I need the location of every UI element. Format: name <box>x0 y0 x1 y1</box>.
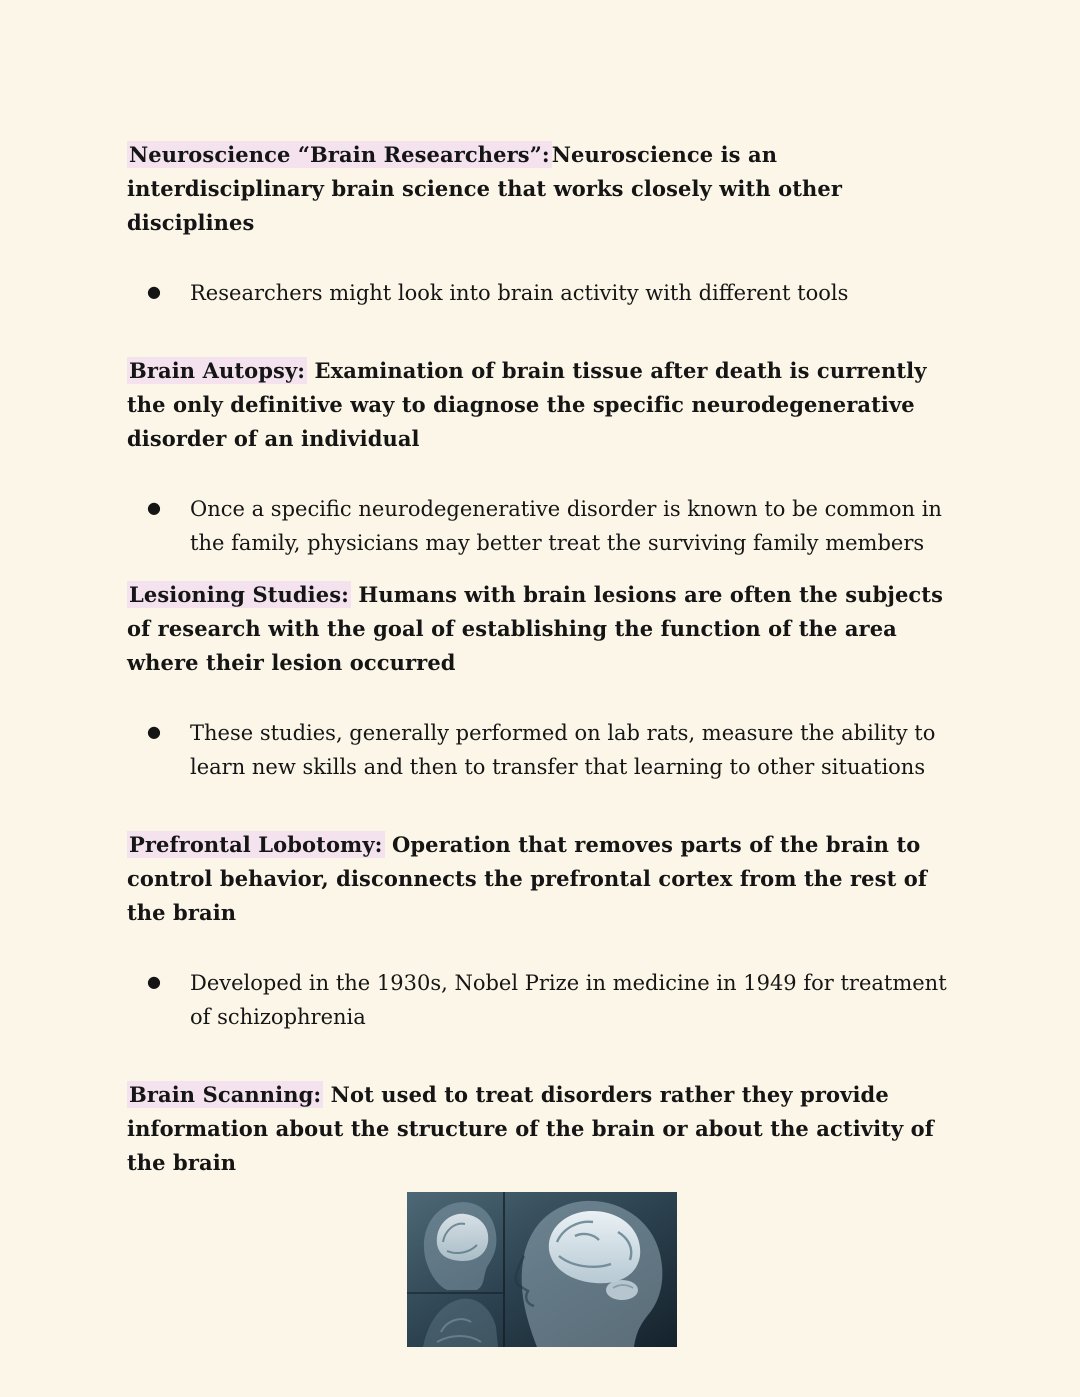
brain-scan-image <box>407 1192 677 1347</box>
definition-text: Humans with brain lesions are often the subjects of research with the goal of establishing the function of the area where their lesion occurred <box>127 582 944 676</box>
bullet-list <box>127 276 956 310</box>
bullet-item: ● Developed in the 1930s, Nobel Prize in medicine in 1949 for treatment of schizophrenia <box>127 966 956 1034</box>
brain-scan-graphic <box>407 1192 677 1347</box>
section-prefrontal-lobotomy <box>127 828 956 1034</box>
section-brain-scanning <box>127 1078 956 1180</box>
definition-text: Not used to treat disorders rather they provide information about the structure of the brain or about the activity of the brain <box>127 1082 934 1176</box>
bullet-list <box>127 492 956 560</box>
bullet-list <box>127 716 956 784</box>
term-highlight: Brain Scanning: <box>129 1082 322 1108</box>
section-heading <box>127 828 956 930</box>
bullet-item: ● These studies, generally performed on lab rats, measure the ability to learn new skills and then to transfer that learning to other situations <box>127 716 956 784</box>
section-heading <box>127 1078 956 1180</box>
section-brain-autopsy <box>127 354 956 560</box>
term-highlight: Brain Autopsy: <box>129 358 306 384</box>
term-highlight: Neuroscience “Brain Researchers”: <box>129 142 550 167</box>
bullet-item: ● Researchers might look into brain activity with different tools <box>127 276 956 310</box>
definition-text: Neuroscience is an interdisciplinary brain science that works closely with other disciplines <box>127 142 842 236</box>
section-lesioning-studies <box>127 578 956 784</box>
term-highlight: Prefrontal Lobotomy: <box>129 832 383 858</box>
image-container <box>127 1192 956 1347</box>
bullet-item: ● Once a specific neurodegenerative disorder is known to be common in the family, physicians may better treat the surviving family members <box>127 492 956 560</box>
section-neuroscience <box>127 138 956 310</box>
bullet-list <box>127 966 956 1034</box>
definition-text: Operation that removes parts of the brain to control behavior, disconnects the prefrontal cortex from the rest of the brain <box>127 832 928 926</box>
term-highlight: Lesioning Studies: <box>129 582 349 608</box>
section-heading <box>127 138 956 240</box>
section-heading <box>127 354 956 456</box>
definition-text: Examination of brain tissue after death is currently the only definitive way to diagnose the specific neurodegenerative disorder of an individual <box>127 358 927 452</box>
section-heading <box>127 578 956 680</box>
